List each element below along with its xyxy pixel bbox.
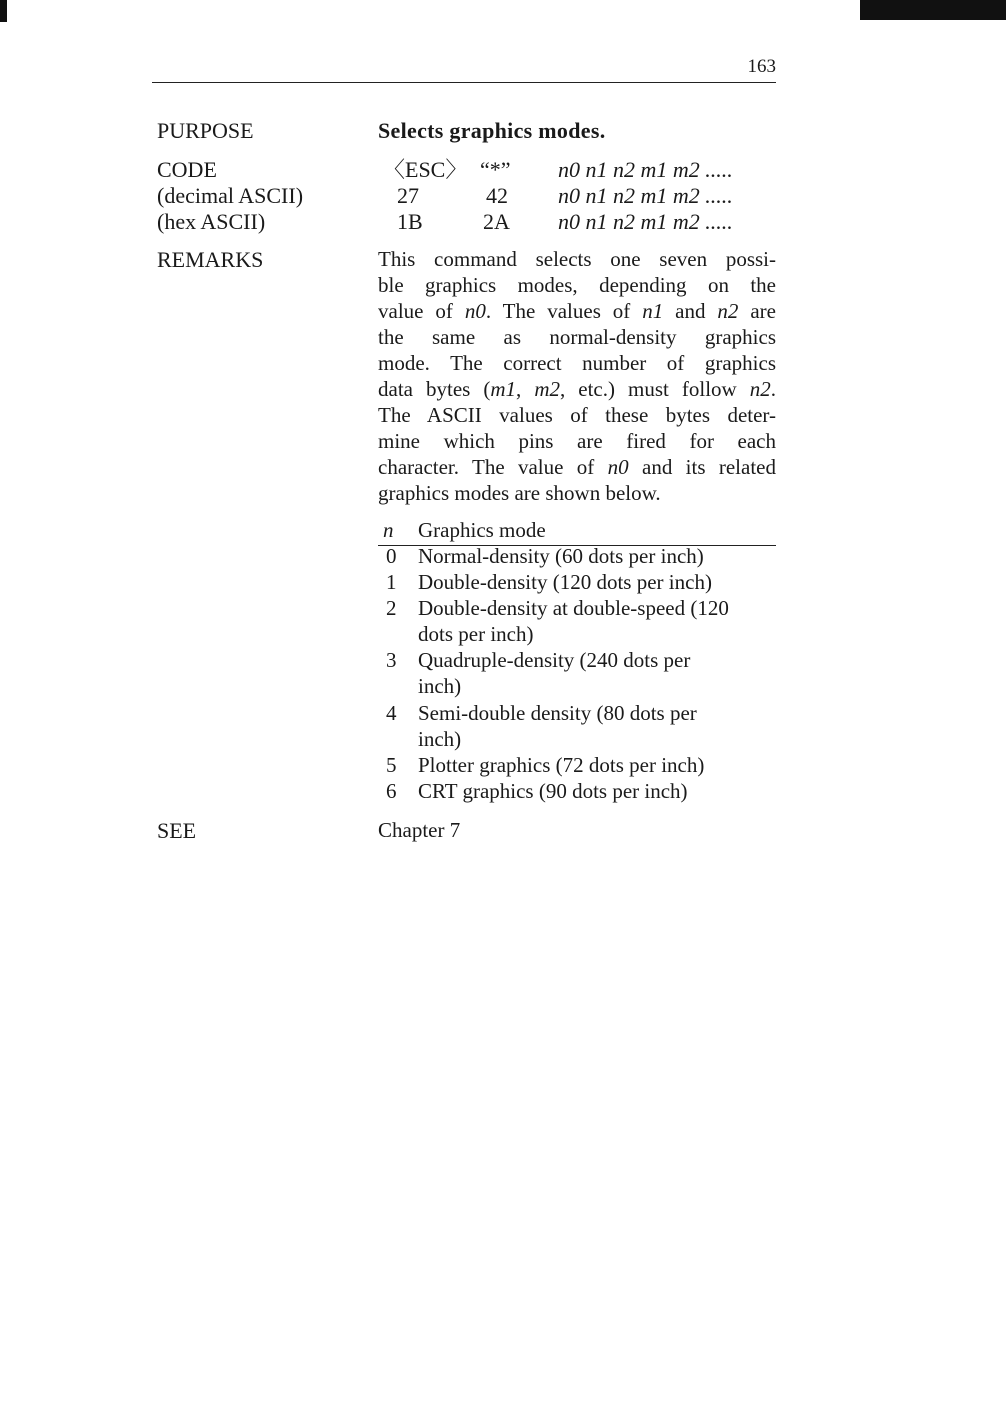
remarks-label: REMARKS <box>157 247 264 272</box>
code-decimal-label: (decimal ASCII) <box>157 183 304 208</box>
table-header-mode: Graphics mode <box>418 518 546 542</box>
remarks-line: value of n0. The values of n1 and n2 are <box>378 299 776 323</box>
code-decimal-star: 42 <box>486 183 508 208</box>
remarks-line: mine which pins are fired for each <box>378 429 776 453</box>
table-row-n: 0 <box>386 544 397 568</box>
table-header-n: n <box>383 518 394 542</box>
variable-name: n0 <box>464 299 486 323</box>
code-star: “*” <box>480 157 511 182</box>
table-row-text: Normal-density (60 dots per inch) <box>418 544 704 568</box>
remarks-line: mode. The correct number of graphics <box>378 351 776 375</box>
see-label: SEE <box>157 818 197 843</box>
remarks-line: the same as normal-density graphics <box>378 325 776 349</box>
code-hex-star: 2A <box>483 209 510 234</box>
table-row-n: 4 <box>386 701 397 725</box>
variable-name: n0 <box>607 455 629 479</box>
table-row-n: 5 <box>386 753 397 777</box>
table-row-n: 6 <box>386 779 397 803</box>
table-row-text-cont: inch) <box>418 674 462 698</box>
variable-name: m1 <box>490 377 517 401</box>
variable-name: m2 <box>534 377 560 401</box>
scan-edge-mark-right <box>860 0 1006 20</box>
table-row-text-cont: inch) <box>418 727 462 751</box>
purpose-label: PURPOSE <box>157 118 254 143</box>
see-text: Chapter 7 <box>378 818 461 842</box>
variable-name: n2 <box>717 299 739 323</box>
remarks-line: ble graphics modes, depending on the <box>378 273 776 297</box>
header-rule <box>152 82 776 83</box>
table-row-text: Plotter graphics (72 dots per inch) <box>418 753 705 777</box>
table-row-text: Semi-double density (80 dots per <box>418 701 697 725</box>
code-label: CODE <box>157 157 217 182</box>
table-row-text: Quadruple-density (240 dots per <box>418 648 691 672</box>
scan-edge-mark-left <box>0 0 7 22</box>
code-hex-label: (hex ASCII) <box>157 209 266 234</box>
remarks-line: graphics modes are shown below. <box>378 481 661 505</box>
page-number: 163 <box>747 56 776 77</box>
code-params-2: n0 n1 n2 m1 m2 ..... <box>558 183 733 208</box>
remarks-line: The ASCII values of these bytes deter- <box>378 403 776 427</box>
purpose-text: Selects graphics modes. <box>378 118 606 143</box>
code-params-1: n0 n1 n2 m1 m2 ..... <box>558 157 733 182</box>
table-row-n: 2 <box>386 596 397 620</box>
table-row-text: CRT graphics (90 dots per inch) <box>418 779 688 803</box>
variable-name: n1 <box>642 299 664 323</box>
code-params-3: n0 n1 n2 m1 m2 ..... <box>558 209 733 234</box>
code-esc: 〈ESC〉 <box>383 157 468 182</box>
variable-name: n2 <box>749 377 771 401</box>
remarks-text <box>378 246 776 506</box>
table-row-text: Double-density at double-speed (120 <box>418 596 729 620</box>
code-hex-esc: 1B <box>397 209 423 234</box>
table-row-text: Double-density (120 dots per inch) <box>418 570 712 594</box>
table-row-n: 1 <box>386 570 397 594</box>
remarks-line: This command selects one seven possi- <box>378 247 776 271</box>
table-row-text-cont: dots per inch) <box>418 622 534 646</box>
remarks-line: character. The value of n0 and its related <box>378 455 776 479</box>
code-decimal-esc: 27 <box>397 183 419 208</box>
table-row-n: 3 <box>386 648 397 672</box>
remarks-line: data bytes (m1, m2, etc.) must follow n2. <box>378 377 776 401</box>
